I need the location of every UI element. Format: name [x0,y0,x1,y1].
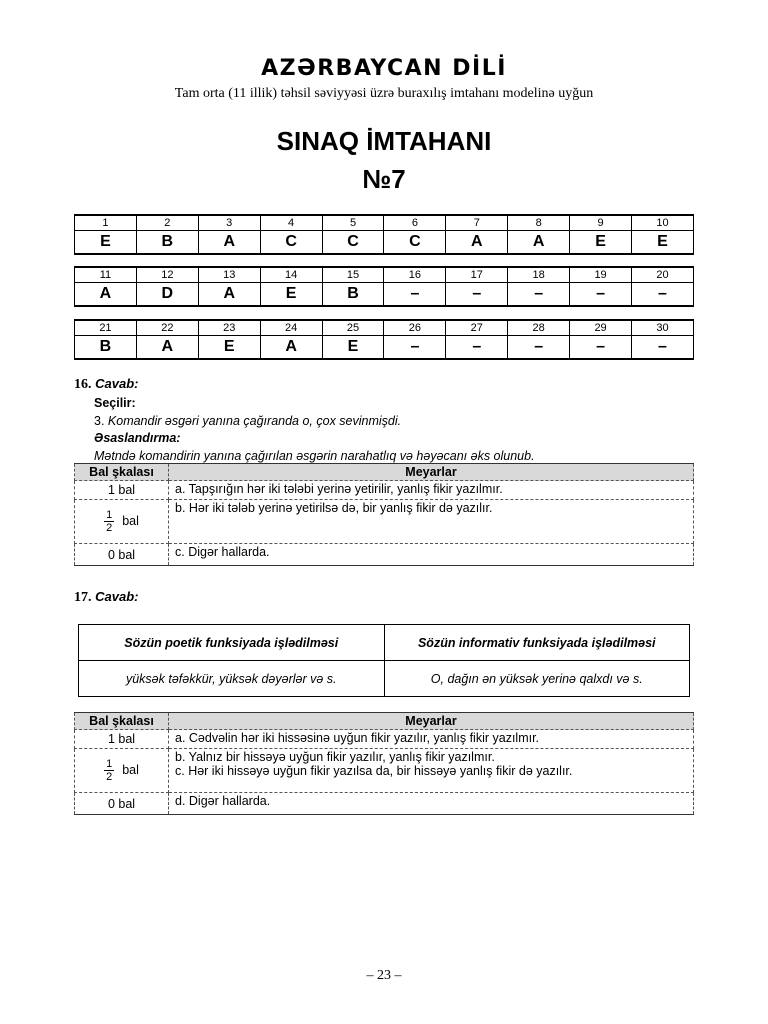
rubric-score: 0 bal [75,544,169,566]
answer-letter: – [570,283,632,307]
question-number: 24 [260,320,322,336]
rubric-criteria: d. Digər hallarda. [169,793,694,815]
question-number: 7 [446,215,508,231]
question-number: 22 [136,320,198,336]
question-number: 8 [508,215,570,231]
rubric-score: 0 bal [75,793,169,815]
answer-letter: A [508,231,570,255]
q16-heading [74,376,138,393]
answer-letter: E [75,231,137,255]
q17-heading [74,589,138,606]
subtitle: Tam orta (11 illik) təhsil səviyyəsi üzrə buraxılış imtahanı modelinə uyğun [174,86,594,101]
poetic-function-header: Sözün poetik funksiyada işlədilməsi [79,625,385,661]
answer-letter: – [384,336,446,360]
question-number: 17 [446,267,508,283]
answer-letter: B [136,231,198,255]
answer-letter: – [508,336,570,360]
q16-selected-number: 3. [94,413,108,428]
rubric-header-criteria: Meyarlar [169,713,694,730]
answer-letter: – [446,336,508,360]
answer-letter: D [136,283,198,307]
rubric-criteria: b. Hər iki tələb yerinə yetirilsə də, bir yanlış fikir də yazılır. [169,500,694,544]
question-number: 18 [508,267,570,283]
rubric-score-half: $\frac{1}{2}$ bal [75,749,169,793]
q16-justification-text: Mətndə komandirin yanına çağırılan əsgərin narahatlıq və həyəcanı əks olunub. [94,448,535,463]
question-number: 6 [384,215,446,231]
answer-letter: E [632,231,694,255]
rubric-criteria [169,749,694,793]
rubric-criteria-line: c. Hər iki hissəyə uyğun fikir yazılsa da, bir hissəyə yanlış fikir də yazılır. [175,764,573,778]
question-number: 25 [322,320,384,336]
poetic-function-example: yüksək təfəkkür, yüksək dəyərlər və s. [79,661,385,697]
question-number: 21 [75,320,137,336]
answer-letter: A [198,231,260,255]
question-number: 12 [136,267,198,283]
answer-letter: – [632,283,694,307]
answer-letter: B [322,283,384,307]
q16-rubric-table [74,463,694,566]
rubric-header-criteria: Meyarlar [169,464,694,481]
question-number: 16 [384,267,446,283]
question-number: 9 [570,215,632,231]
q17-rubric-table [74,712,694,815]
fraction-half: $\frac{1}{2}$ [106,509,113,534]
fraction-half: $\frac{1}{2}$ [106,758,113,783]
q17-answer-label: Cavab: [95,589,139,604]
rubric-criteria: a. Tapşırığın hər iki tələbi yerinə yetirilir, yanlış fikir yazılmır. [169,481,694,500]
answer-letter: – [384,283,446,307]
rubric-score: 1 bal [75,481,169,500]
question-number: 11 [75,267,137,283]
question-number: 15 [322,267,384,283]
q17-number: 17. [74,590,92,605]
rubric-criteria: a. Cədvəlin hər iki hissəsinə uyğun fikir yazılır, yanlış fikir yazılmır. [169,730,694,749]
rubric-header-score: Bal şkalası [75,464,169,481]
answer-letter: – [446,283,508,307]
question-number: 3 [198,215,260,231]
question-number: 19 [570,267,632,283]
answer-key-table-1 [74,214,694,255]
page-number: – 23 – [366,968,402,983]
q16-selected-label: Seçilir: [94,396,136,410]
rubric-header-score: Bal şkalası [75,713,169,730]
exam-number: №7 [362,164,406,194]
answer-letter: – [632,336,694,360]
q17-function-table [78,624,690,697]
answer-key-table-3 [74,319,694,360]
q16-selected-text: Komandir əsgəri yanına çağıranda o, çox sevinmişdi. [107,413,402,428]
question-number: 4 [260,215,322,231]
rubric-criteria: c. Digər hallarda. [169,544,694,566]
question-number: 27 [446,320,508,336]
question-number: 13 [198,267,260,283]
subject-title: AZƏRBAYCAN DİLİ [261,56,507,81]
answer-letter: E [322,336,384,360]
answer-letter: A [198,283,260,307]
question-number: 29 [570,320,632,336]
exam-title: SINAQ İMTAHANI [276,126,492,156]
answer-letter: C [322,231,384,255]
q16-answer-label: Cavab: [95,376,139,391]
answer-letter: A [446,231,508,255]
question-number: 23 [198,320,260,336]
answer-letter: C [260,231,322,255]
question-number: 20 [632,267,694,283]
question-number: 2 [136,215,198,231]
question-number: 30 [632,320,694,336]
answer-key-table-2 [74,266,694,307]
answer-letter: C [384,231,446,255]
answer-letter: A [136,336,198,360]
question-number: 28 [508,320,570,336]
question-number: 14 [260,267,322,283]
answer-letter: E [260,283,322,307]
question-number: 10 [632,215,694,231]
question-number: 1 [75,215,137,231]
informative-function-example: O, dağın ən yüksək yerinə qalxdı və s. [384,661,690,697]
answer-letter: A [75,283,137,307]
q16-selected-sentence [94,413,535,431]
answer-letter: – [508,283,570,307]
q16-justification-label: Əsaslandırma: [94,431,181,445]
rubric-score: 1 bal [75,730,169,749]
q16-number: 16. [74,377,92,392]
question-number: 26 [384,320,446,336]
rubric-criteria-line: b. Yalnız bir hissəyə uyğun fikir yazılır, yanlış fikir yazılmır. [175,750,495,764]
answer-letter: E [570,231,632,255]
informative-function-header: Sözün informativ funksiyada işlədilməsi [384,625,690,661]
answer-letter: B [75,336,137,360]
answer-letter: – [570,336,632,360]
q16-answer-body [94,395,535,465]
answer-letter: E [198,336,260,360]
rubric-score-half: $\frac{1}{2}$ bal [75,500,169,544]
question-number: 5 [322,215,384,231]
answer-letter: A [260,336,322,360]
